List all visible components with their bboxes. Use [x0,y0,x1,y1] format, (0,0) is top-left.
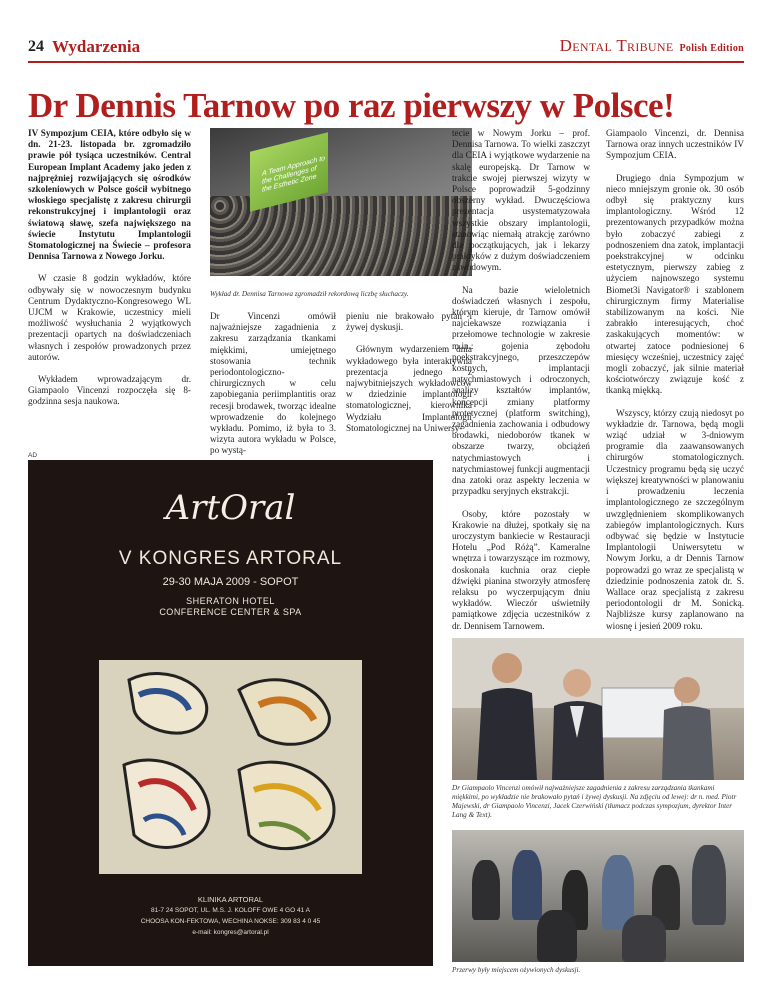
paragraph: Wszyscy, którzy czują niedosyt po wykładzie dr. Tarnowa, będą mogli wziąć udział w 3-dniowym programie dla zaawansowanych chirurgów stomatologicznych. Uczestnicy programu będą się uczyć większej kreatywności w planowaniu i prowadzeniu leczenia implantologicznego ze szczególnym uwzględnieniem skomplikowanych zabiegów implantologicznych. Kurs odbywać się będzie w Instytucie Implantologii Uniwersytetu w Nowym Jorku, a dr Dennis Tarnow poprowadzi go wraz ze specjalistą w dziedzinie podnoszenia zatok dr. S. Wallace oraz specjalistą z zakresu periodontologii dr M. Sonicką. Najbliższe kursy zaplanowano na wiosnę i jesień 2009 roku. [606,407,744,631]
ad-artwork [99,660,362,874]
paragraph: Giampaolo Vincenzi, dr. Dennisa Tarnowa oraz innych uczestników IV Sympozjum CEIA. [606,128,744,161]
brand-name: Dental Tribune [559,36,674,55]
speakers-photo [452,638,744,780]
photo-caption: Wykład dr. Dennisa Tarnowa zgromadził rekordową liczbę słuchaczy. [210,290,409,298]
ad-phone: CHOOSA KON-FEKTOWA, WECHINA NOKSE: 309 83 4 0 45 [140,918,321,925]
paragraph: W czasie 8 godzin wykładów, które odbywały się w nowoczesnym budynku Centrum Dydaktyczno-Kongresowego WL UJCM w Krakowie, uczestnicy mieli możliwość wysłuchania 2 wyjątkowych prezentacji opartych na doświadczeniach własnych i zespołów prowadzonych przez autorów. [28,273,191,362]
photo-caption: Dr Giampaolo Vincenzi omówił najważniejsze zagadnienia z zakresu zarządzania tkankami miękkimi, po wykładzie nie brakowało pytań i żywej dyskusji. Na zdjęciu od lewej: dr n. med. Piotr Majewski, dr Giampaolo Vincenzi, Jacek Czerwiński (tłumacz podczas sympozjum, dyrektor Inter Lang & Text). [452,784,737,819]
ad-contact-block [28,894,433,938]
artoral-logo: ArtOral [165,488,296,528]
speakers-illustration [452,638,744,780]
article-column-1 [28,128,191,419]
break-discussion-photo [452,830,744,962]
paragraph: pieniu nie brakowało pytań i żywej dyskusji. [346,311,472,333]
ad-congress-title: V KONGRES ARTORAL [118,548,343,569]
paragraph: Na bazie wieloletnich doświadczeń własnych i zespołu, którym kieruje, dr Tarnow omówił najciekawsze rozwiązania i przełomowe technologie w zakresie m.in.: gojenia zębodołu poekstrakcyjnego, przeszczepów kostnych, implantacji natychmiastowych i odroczonych, analizy kształtów implantów, koncepcji zmiany platformy protetycznej (platform switching), zagadnienia zachowania i odbudowy brodawki, niedoborów tkanek w obszarze twarzy, obciążeń natychmiastowych i natychmiastowej funkcji augmentacji dna zatoki oraz aspekty leczenia w przypadku seryjnych ekstrakcji. [452,284,590,497]
page-number: 24 [28,38,44,55]
article-headline: Dr Dennis Tarnow po raz pierwszy w Polsce! [28,86,675,125]
ad-clinic-name: KLINIKA ARTORAL [197,895,264,904]
section-title: Wydarzenia [52,37,141,56]
header-rule [28,61,744,63]
artoral-advertisement[interactable] [28,460,433,966]
ad-address: 81-7 24 SOPOT, UL. M.S. J. KOLOFF OWE 4 GO 41 A [151,907,310,914]
screen-slide-text: A Team Approach to the Challenges of the Esthetic Zone [262,155,326,194]
article-lead: IV Sympozjum CEIA, które odbyło się w dn. 21-23. listopada br. zgromadziło prawie pół tysiąca uczestników. Central European Implant Academy jako jeden z najprężniej rozwijających się ośrodków szkoleniowych w Polsce gościł wybitnego włoskiego specjalistę z zakresu chirurgii rekonstrukcyjnej i implantologii oraz światową sławę, szefa największego na świecie Instytutu Implantologii Stomatologicznej na Świecie – profesora Dennisa Tarnowa z Nowego Jorku. [28,128,191,262]
paragraph: tecie w Nowym Jorku – prof. Dennisa Tarnowa. To wielki zaszczyt dla CEIA i wyjątkowe wydarzenie na skalę europejską. Dr Tarnow w trakcie swojej pierwszej wizyty w Polsce poprowadził 5-godzinny obszerny wykład. Dwuczęściowa prezentacja usystematyzowała wszystkie obszary implantologii, stanowiąc niemałą atrakcję zarówno dla początkujących, jak i lekarzy praktyków z dużym doświadczeniem zawodowym. [452,128,590,273]
paragraph: Drugiego dnia Sympozjum w nieco mniejszym gronie ok. 30 osób odbył się praktyczny kurs implantologiczny. Wśród 12 prezentowanych przypadków można było zobaczyć zabiegi z podnoszeniem dna zatok, implantacji poekstrakcyjnej w odcinku estetycznym, pierwszy zabieg z użyciem najnowszego systemu Biomet3i Navigator® i szablonem chirurgicznym firmy Materialise stabilizowanym na kości. Nie zabrakło interesujących, choć zaskakujących momentów: w otwartej zatoce podniesionej 6 miesięcy wcześniej, uczestnicy zajęć mogli zobaczyć, jak silnie materiał kościotwórczy związuje kość z tkanką miękką. [606,172,744,396]
paragraph: Głównym wydarzeniem dnia wykładowego była interaktywna prezentacja jednego z najwybitniejszych wykładowców w dziedzinie implantologii stomatologicznej, kierownika Wydziału Implantologii Stomatologicznej na Uniwersy- [346,344,472,433]
paragraph: Wykładem wprowadzającym dr. Giampaolo Vincenzi rozpoczęła się 8-godzinna sesja naukowa. [28,374,191,407]
ad-venue-center: CONFERENCE CENTER & SPA [159,607,302,617]
brand-masthead [560,36,744,56]
edition-label: Polish Edition [679,43,744,54]
paragraph: Dr Vincenzi omówił najważniejsze zagadnienia z zakresu zarządzania tkankami miękkimi, umiejętnego stosowania technik periodontologiczno-chirurgicznych w celu zapobiegania periimplantitis oraz recesji brodawek, tworząc idealne wprowadzenie do kolejnego wykładu. Pomimo, iż była to 3. wizyta autora wykładu w Polsce, po wystą- [210,311,336,456]
photo-caption: Przerwy były miejscem ożywionych dyskusji. [452,966,581,974]
paragraph: Osoby, które pozostały w Krakowie na dłużej, spotkały się na uroczystym bankiecie w Restauracji Hotelu „Pod Różą”. Kameralne wnętrza i towarzyszące im rozmowy, doskonała kuchnia oraz ciepłe dźwięki pianina stworzyły atmosferę relaksu po wyczerpującym dniu wykładów. Wieczór uświetniły pamiątkowe zdjęcia uczestników z dr. Dennisem Tarnowem. [452,508,590,631]
ad-venue [28,596,433,618]
ad-email[interactable]: e-mail: kongres@artoral.pl [192,929,269,936]
lecture-hall-photo [210,128,472,276]
article-column-2 [210,311,336,468]
ad-venue-hotel: SHERATON HOTEL [186,596,275,606]
ad-label: AD [28,452,38,459]
ad-date: 29-30 MAJA 2009 - SOPOT [162,576,299,588]
